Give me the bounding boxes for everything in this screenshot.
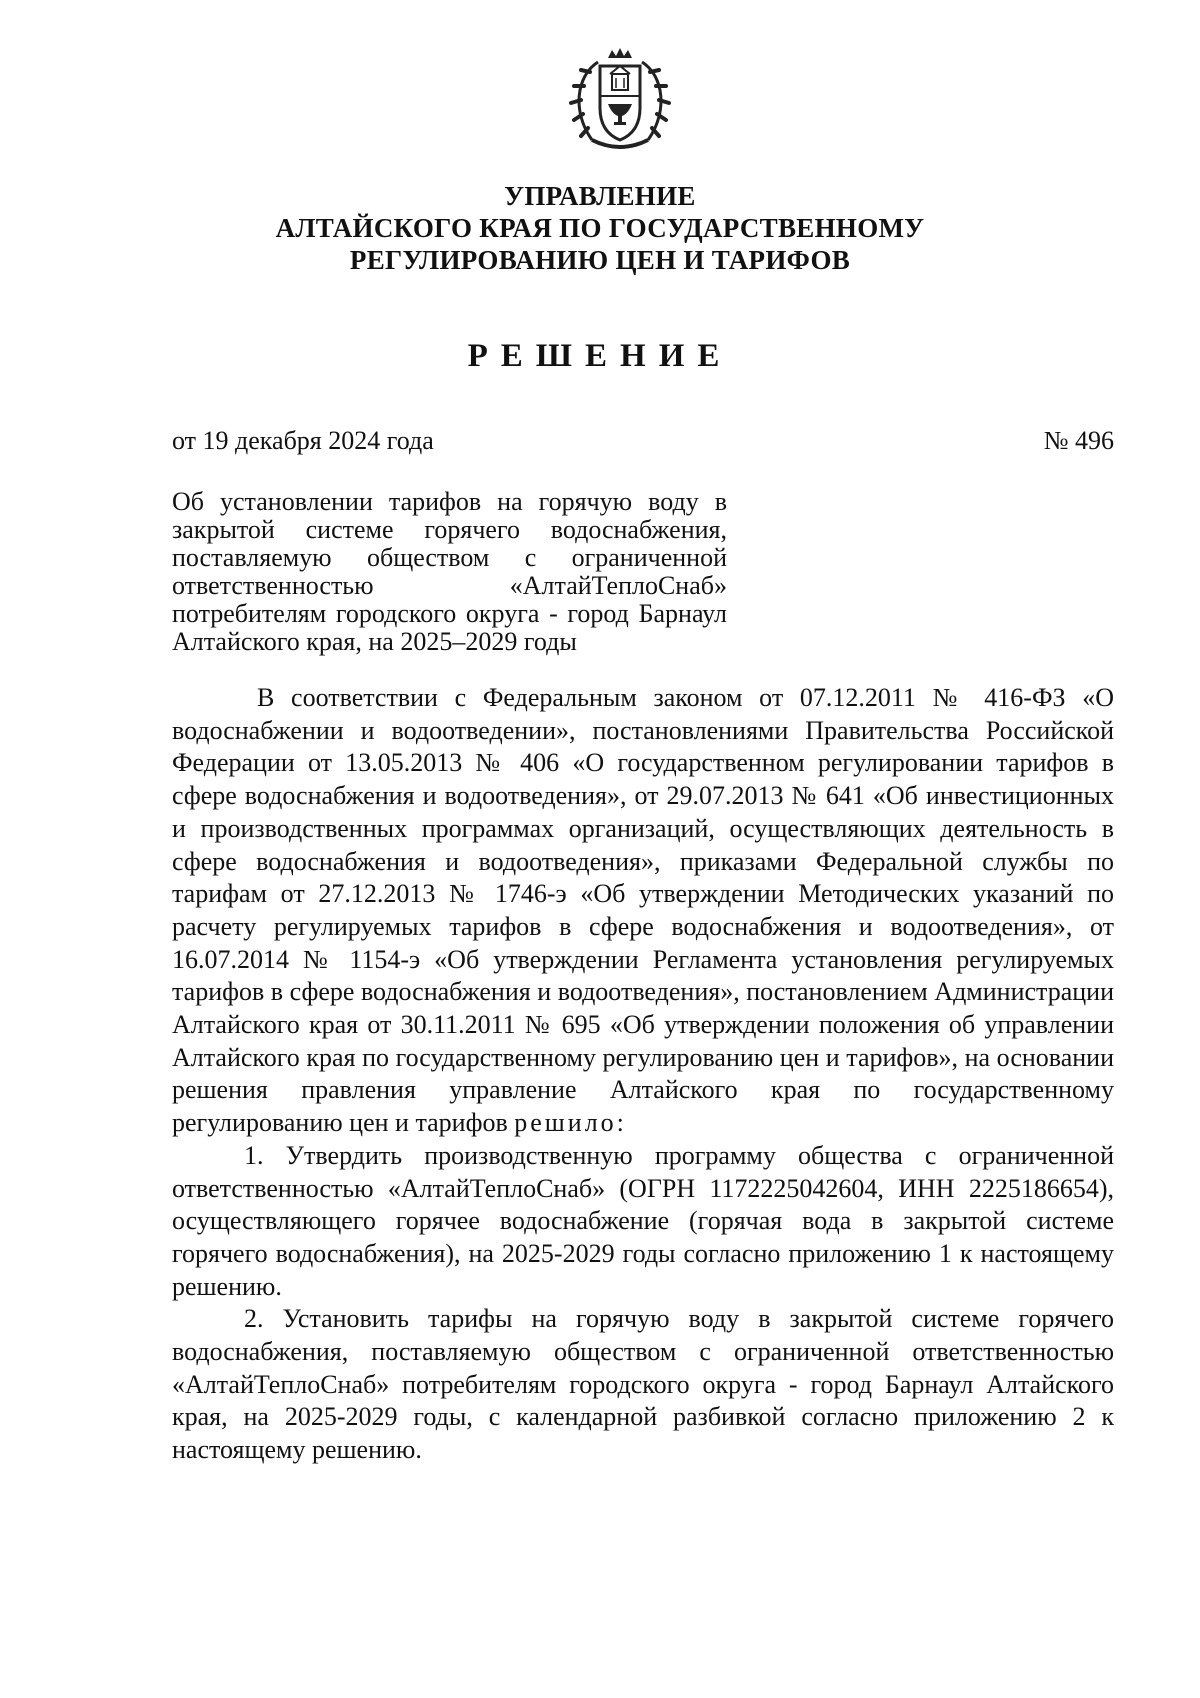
preamble-text: В соответствии с Федеральным законом от 07.12.2011 № 416-ФЗ «О водоснабжении и водоотведении», постановлениями Правительства Российской Федерации от 13.05.2013 № 406 «О государственном регулировании тарифов в сфере водоснабжения и водоотведения», от 29.07.2013 № 641 «Об инвестиционных и производственных программах организаций, осуществляющих деятельность в сфере водоснабжения и водоотведения», приказами Федеральной службы по тарифам от 27.12.2013 № 1746-э «Об утверждении Методических указаний по расчету регулируемых тарифов в сфере водоснабжения и водоотведения», от 16.07.2014 № 1154-э «Об утверждении Регламента установления регулируемых тарифов в сфере водоснабжения и водоотведения», постановлением Администрации Алтайского края от 30.11.2011 № 695 «Об утверждении положения об управлении Алтайского края по государственному регулированию цен и тарифов», на основании решения правления управление Алтайского края по государственному регулированию цен и тарифов — [172, 683, 1114, 1138]
item-2-paragraph: 2. Установить тарифы на горячую воду в закрытой системе горячего водоснабжения, поставляемую обществом с ограниченной ответственностью «АлтайТеплоСнаб» потребителям городского округа - город Барнаул Алтайского края, на 2025-2029 годы, с календарной разбивкой согласно приложению 2 к настоящему решению. — [172, 1304, 1114, 1465]
document-subject: Об установлении тарифов на горячую воду в закрытой системе горячего водоснабжения, поставляемую обществом с ограниченной ответственностью «АлтайТеплоСнаб» потребителям городского округа - город Барнаул Алтайского края, на 2025–2029 годы — [172, 487, 727, 656]
authority-line-3: РЕГУЛИРОВАНИЮ ЦЕН И ТАРИФОВ — [349, 245, 851, 275]
issuing-authority — [100, 180, 1100, 276]
item-1-paragraph: 1. Утвердить производственную программу общества с ограниченной ответственностью «АлтайТеплоСнаб» (ОГРН 1172225042604, ИНН 2225186654), осуществляющего горячее водоснабжение (горячая вода в закрытой системе горячего водоснабжения), на 2025-2029 годы согласно приложению 1 к настоящему решению. — [172, 1140, 1114, 1301]
document-type-title: РЕШЕНИЕ — [467, 338, 733, 374]
preamble-paragraph — [172, 682, 1114, 1140]
authority-line-1: УПРАВЛЕНИЕ — [504, 181, 696, 211]
authority-line-2: АЛТАЙСКОГО КРАЯ ПО ГОСУДАРСТВЕННОМУ — [275, 213, 925, 243]
document-number: № 496 — [1043, 426, 1114, 455]
document-date: от 19 декабря 2024 года — [172, 426, 434, 455]
document-body — [172, 682, 1114, 1467]
coat-of-arms-emblem — [568, 42, 672, 156]
decided-word: решило: — [514, 1108, 627, 1138]
